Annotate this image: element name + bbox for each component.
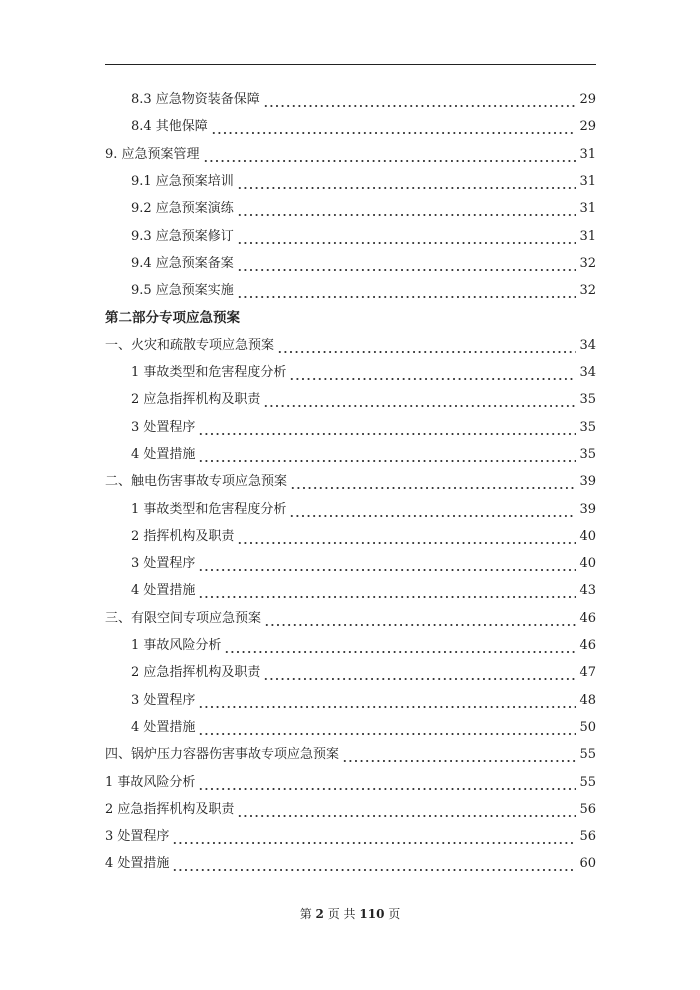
toc-entry-label: 第二部分专项应急预案 — [105, 310, 240, 327]
header-rule — [105, 64, 596, 65]
toc-entry-label: 8.4 其他保障 — [131, 119, 208, 135]
toc-entry — [131, 496, 596, 518]
toc-leader-dots — [203, 147, 577, 163]
toc-entry — [105, 796, 596, 818]
toc-leader-dots — [198, 720, 576, 736]
toc-leader-dots — [198, 447, 576, 463]
toc-entry-label: 1 事故风险分析 — [131, 638, 222, 653]
toc-entry — [131, 414, 596, 436]
toc-leader-dots — [198, 556, 576, 572]
toc-leader-dots — [237, 802, 576, 818]
toc-entry-label: 1 事故类型和危害程度分析 — [131, 365, 287, 380]
footer-suffix: 页 — [388, 907, 401, 921]
toc-entry — [105, 741, 596, 763]
toc-entry — [131, 277, 596, 299]
toc-entry-page-number: 39 — [579, 474, 596, 490]
toc-entry — [131, 441, 596, 463]
toc-entry-page-number: 34 — [579, 365, 596, 380]
toc-entry-label: 1 事故风险分析 — [105, 774, 196, 790]
toc-entry — [131, 113, 596, 135]
toc-entry-label: 4 处置措施 — [131, 583, 196, 599]
toc-entry-page-number: 60 — [579, 856, 596, 872]
toc-entry-label: 1 事故类型和危害程度分析 — [131, 501, 287, 517]
toc-entry-label: 一、火灾和疏散专项应急预案 — [105, 337, 275, 353]
footer-total-pages: 110 — [359, 907, 385, 921]
toc-entry — [131, 359, 596, 381]
toc-entry — [131, 659, 596, 681]
toc-entry-page-number: 29 — [579, 92, 596, 107]
toc-entry — [131, 687, 596, 709]
toc-entry-page-number: 39 — [579, 501, 596, 517]
toc-entry — [131, 195, 596, 217]
toc-entry-page-number: 31 — [579, 173, 596, 189]
toc-leader-dots — [289, 502, 576, 518]
toc-entry — [131, 523, 596, 545]
footer-prefix: 第 — [299, 907, 312, 921]
toc-entry-label: 3 处置程序 — [131, 419, 196, 435]
toc-entry — [131, 386, 596, 408]
toc-entry — [105, 823, 596, 845]
toc-entry-label: 8.3 应急物资装备保障 — [131, 92, 260, 107]
toc-leader-dots — [198, 693, 576, 709]
toc-entry — [105, 141, 596, 163]
toc-entry-page-number: 29 — [579, 119, 596, 135]
toc-entry-page-number: 46 — [579, 638, 596, 653]
toc-entry-page-number: 35 — [579, 392, 596, 408]
toc-leader-dots — [263, 92, 577, 108]
toc-entry-label: 四、锅炉压力容器伤害事故专项应急预案 — [105, 747, 340, 763]
toc-leader-dots — [172, 829, 576, 845]
toc-entry-label: 4 处置措施 — [131, 446, 196, 462]
toc-leader-dots — [263, 665, 576, 681]
toc-entry-page-number: 43 — [579, 583, 596, 599]
toc-entry-page-number: 31 — [579, 146, 596, 162]
toc-entry — [131, 714, 596, 736]
toc-leader-dots — [237, 283, 577, 299]
toc-entry-label: 3 处置程序 — [105, 829, 170, 845]
toc-entry-page-number: 34 — [579, 337, 596, 353]
toc-entry-page-number: 31 — [579, 201, 596, 217]
toc-entry-label: 9.3 应急预案修订 — [131, 228, 234, 244]
toc-entry — [131, 250, 596, 272]
toc-entry-page-number: 35 — [579, 446, 596, 462]
toc-entry-page-number: 47 — [579, 665, 596, 681]
page-footer — [0, 905, 700, 922]
toc-entry-page-number: 56 — [579, 829, 596, 845]
toc-entry-page-number: 40 — [579, 556, 596, 572]
toc-entry-label: 9.1 应急预案培训 — [131, 173, 234, 189]
toc-entry-page-number: 31 — [579, 228, 596, 244]
toc-leader-dots — [264, 611, 576, 627]
toc-entry-page-number: 55 — [579, 774, 596, 790]
toc-leader-dots — [211, 119, 577, 135]
toc-entry — [131, 632, 596, 654]
toc-entry — [105, 605, 596, 627]
toc-leader-dots — [172, 856, 576, 872]
toc-entry — [131, 577, 596, 599]
toc-entry-label: 三、有限空间专项应急预案 — [105, 610, 262, 626]
toc-section-heading — [105, 304, 596, 326]
toc-entry — [105, 769, 596, 791]
toc-entry-page-number: 55 — [579, 747, 596, 763]
toc-entry — [105, 850, 596, 872]
toc-leader-dots — [198, 775, 576, 791]
toc-entry-label: 9.2 应急预案演练 — [131, 201, 234, 217]
toc-leader-dots — [198, 420, 576, 436]
toc-leader-dots — [237, 229, 577, 245]
toc-entry — [131, 86, 596, 108]
toc-entry-page-number: 48 — [579, 692, 596, 708]
toc-leader-dots — [224, 638, 576, 654]
toc-entry-label: 2 应急指挥机构及职责 — [105, 801, 235, 817]
toc-leader-dots — [237, 174, 577, 190]
toc-leader-dots — [290, 474, 576, 490]
toc-entry — [131, 223, 596, 245]
toc-entry-label: 二、触电伤害事故专项应急预案 — [105, 474, 288, 490]
toc-entry — [131, 550, 596, 572]
toc-leader-dots — [289, 365, 576, 381]
toc-entry-label: 9.4 应急预案备案 — [131, 255, 234, 271]
toc-entry-label: 3 处置程序 — [131, 556, 196, 572]
toc-leader-dots — [263, 392, 576, 408]
toc-entry-label: 2 应急指挥机构及职责 — [131, 392, 261, 408]
toc-entry-page-number: 56 — [579, 801, 596, 817]
toc-entry — [131, 168, 596, 190]
toc-entry-label: 4 处置措施 — [131, 719, 196, 735]
toc-entry-label: 2 应急指挥机构及职责 — [131, 665, 261, 681]
footer-current-page: 2 — [315, 907, 324, 921]
toc-entry-page-number: 46 — [579, 610, 596, 626]
toc-entry-label: 3 处置程序 — [131, 692, 196, 708]
toc-entry-page-number: 35 — [579, 419, 596, 435]
toc-entry-label: 9.5 应急预案实施 — [131, 283, 234, 299]
toc-leader-dots — [237, 256, 577, 272]
toc-leader-dots — [237, 529, 576, 545]
toc-entry-page-number: 32 — [579, 255, 596, 271]
toc-entry-label: 9. 应急预案管理 — [105, 146, 200, 162]
toc-entry-page-number: 32 — [579, 283, 596, 299]
toc-leader-dots — [198, 583, 576, 599]
toc-entry — [105, 468, 596, 490]
toc-leader-dots — [342, 747, 576, 763]
toc-leader-dots — [277, 338, 576, 354]
toc-entry-page-number: 40 — [579, 528, 596, 544]
footer-middle: 页 共 — [327, 907, 356, 921]
toc-entry-label: 4 处置措施 — [105, 856, 170, 872]
toc-leader-dots — [237, 201, 577, 217]
toc-entry-page-number: 50 — [579, 719, 596, 735]
toc-entry — [105, 332, 596, 354]
toc-entry-label: 2 指挥机构及职责 — [131, 528, 235, 544]
